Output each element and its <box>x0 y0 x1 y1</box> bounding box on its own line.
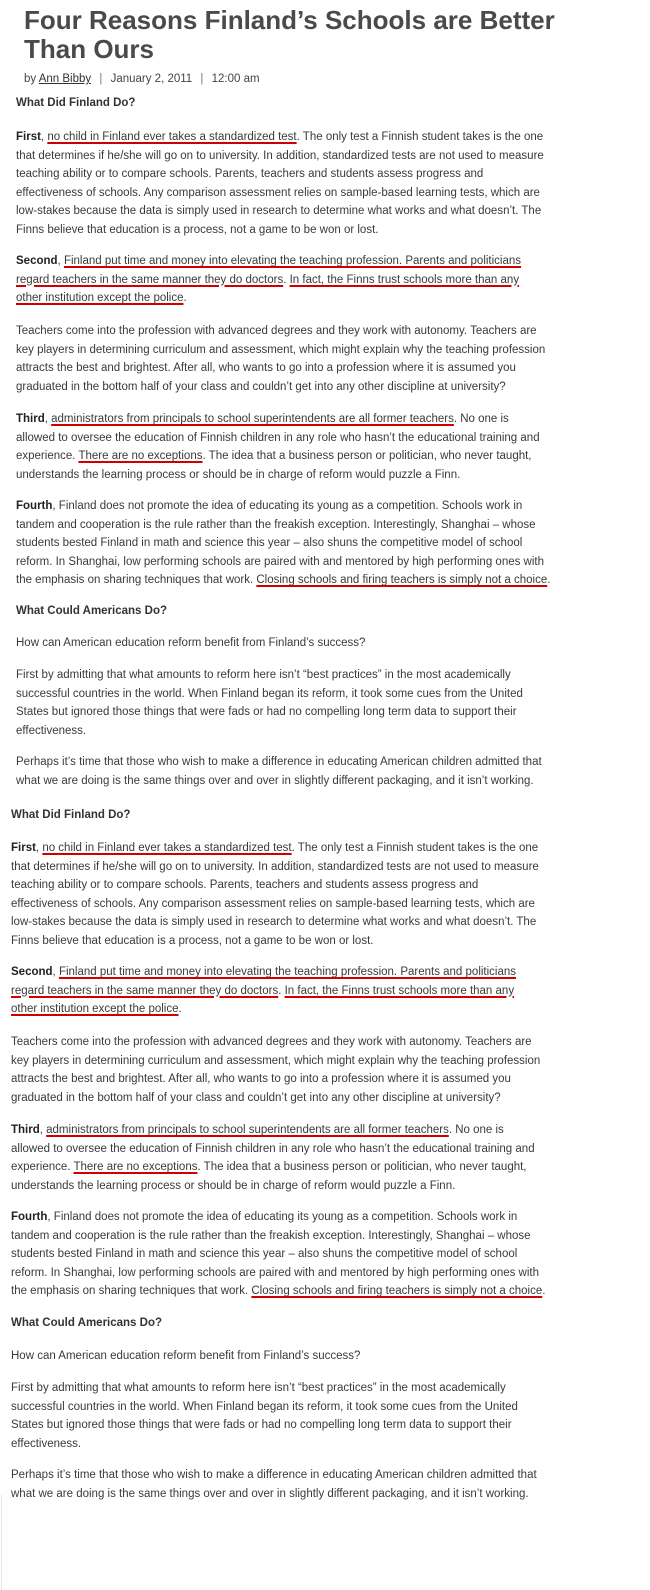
paragraph-perhaps <box>16 753 616 790</box>
text-run: . The idea that a business person or politician, who never taught, <box>197 1161 527 1174</box>
lead-word: First <box>11 842 36 854</box>
text-run: attracts the best and brightest. After all, who wants to go into a profession where it is assumed you <box>16 362 516 375</box>
text-line <box>16 753 616 772</box>
text-line <box>11 963 617 982</box>
text-line <box>16 252 616 271</box>
text-run: , <box>44 413 52 425</box>
text-line <box>16 634 616 653</box>
text-run: what we are doing is the same things over and over in slightly different packaging, and it isn’t working. <box>11 1487 529 1500</box>
text-line <box>11 876 617 895</box>
paragraph-how <box>16 634 616 653</box>
text-run: . <box>283 273 290 286</box>
text-run: . No one is <box>453 413 509 425</box>
text-line <box>11 1000 617 1019</box>
text-line <box>16 466 616 485</box>
text-run: experience. <box>11 1161 74 1174</box>
text-run: teaching ability or to compare schools. Parents, teachers and students assess progress and <box>11 879 479 892</box>
text-run: Finns believe that education is a process, not a game to be won or lost. <box>16 223 379 236</box>
underlined-text: In fact, the Finns trust schools more than any <box>289 273 520 286</box>
underlined-text: administrators from principals to school superintendents are all former teachers <box>51 413 454 425</box>
text-run: allowed to oversee the education of Finnish children in any role who hasn’t the educational training and <box>11 1142 535 1155</box>
text-line <box>11 1140 617 1159</box>
paragraph-perhaps <box>11 1466 617 1503</box>
text-run: , <box>52 966 59 978</box>
text-run: . The idea that a business person or politician, who never taught, <box>202 450 532 463</box>
underlined-text: Closing schools and firing teachers is simply not a choice <box>251 1285 543 1298</box>
paragraph-fourth <box>16 497 616 590</box>
underlined-text: Closing schools and firing teachers is simply not a choice <box>256 574 548 587</box>
text-run: Finns believe that education is a process, not a game to be won or lost. <box>11 934 374 947</box>
text-run: understands the learning process or should be in charge of reform would puzzle a Finn. <box>11 1179 456 1192</box>
paragraph-admit <box>11 1379 617 1453</box>
text-line <box>11 982 617 1001</box>
paragraph-teachers <box>16 322 616 396</box>
text-run: tandem and cooperation is the rule rather than the freakish exception. Interestingly, Shanghai – whose <box>11 1229 531 1242</box>
text-run: graduated in the bottom half of your class and couldn’t get into any other discipline at university? <box>11 1091 501 1104</box>
underlined-text: administrators from principals to school superintendents are all former teachers <box>46 1124 449 1136</box>
section-heading-finland: What Did Finland Do? <box>11 809 131 821</box>
text-line <box>11 1435 617 1454</box>
paragraph-teachers <box>11 1033 617 1107</box>
text-line <box>16 322 616 341</box>
text-run: . <box>183 292 187 305</box>
text-line <box>16 378 616 397</box>
underlined-text: other institution except the police <box>11 1003 179 1016</box>
text-line <box>11 932 617 951</box>
lead-word: Second <box>11 966 53 978</box>
text-line <box>11 1282 617 1301</box>
text-run: reform. In Shanghai, low performing schools are paired with and mentored by high performing ones with <box>16 555 545 568</box>
text-run: , Finland does not promote the idea of educating its young as a competition. Schools work in <box>47 1211 518 1223</box>
text-run: effectiveness. <box>16 724 87 737</box>
text-line <box>11 1208 617 1227</box>
text-run: . <box>278 984 285 997</box>
text-line <box>16 128 616 147</box>
byline-date: January 2, 2011 <box>110 73 193 85</box>
text-line <box>16 202 616 221</box>
underlined-text: regard teachers in the same manner they do doctors <box>16 273 284 286</box>
text-line <box>16 341 616 360</box>
text-line <box>11 1033 617 1052</box>
text-line <box>11 1070 617 1089</box>
text-run: key players in determining curriculum and assessment, which might explain why the teaching profession <box>11 1054 541 1067</box>
text-line <box>11 1416 617 1435</box>
paragraph-second <box>11 963 617 1019</box>
text-line <box>16 497 616 516</box>
text-line <box>11 895 617 914</box>
text-line <box>16 147 616 166</box>
text-run: Teachers come into the profession with advanced degrees and they work with autonomy. Teachers are <box>11 1036 532 1048</box>
author-link[interactable]: Ann Bibby <box>38 73 92 85</box>
text-run: . No one is <box>448 1124 504 1136</box>
text-run: . <box>178 1003 182 1016</box>
text-run: the emphasis on sharing techniques that work. <box>11 1285 252 1298</box>
text-line <box>16 685 616 704</box>
underlined-text: no child in Finland ever takes a standardized test <box>47 131 297 143</box>
lead-word: Third <box>11 1124 40 1136</box>
article-title: Four Reasons Finland’s Schools are Better Than Ours <box>24 5 555 64</box>
text-run: students bested Finland in math and science this year – also shuns the competitive model of school <box>16 537 523 550</box>
text-line <box>16 703 616 722</box>
text-run: , <box>40 131 48 143</box>
text-line <box>16 553 616 572</box>
lead-word: Fourth <box>11 1211 48 1223</box>
text-run: low-stakes because the data is simply used in research to determine what works and what doesn’t. The <box>11 916 537 929</box>
lead-word: Third <box>16 413 45 425</box>
text-run: successful countries in the world. When Finland began its reform, it took some cues from the United <box>11 1400 518 1413</box>
text-run: that determines if he/she will go on to university. In addition, standardized tests are not used to measure <box>11 860 539 873</box>
text-line <box>11 1379 617 1398</box>
text-line <box>11 1466 617 1485</box>
text-line <box>16 666 616 685</box>
text-run: . <box>547 574 551 587</box>
text-run: the emphasis on sharing techniques that work. <box>16 574 257 587</box>
text-line <box>11 1089 617 1108</box>
paragraph-how <box>11 1347 617 1366</box>
text-line <box>11 1485 617 1504</box>
underlined-text: Finland put time and money into elevating the teaching profession. Parents and politicians <box>58 966 517 978</box>
text-line <box>16 571 616 590</box>
text-run: Teachers come into the profession with advanced degrees and they work with autonomy. Teachers are <box>16 325 537 337</box>
byline-time: 12:00 am <box>211 73 260 85</box>
text-run: First by admitting that what amounts to reform here isn’t “best practices” in the most academically <box>11 1382 506 1394</box>
text-line <box>11 1398 617 1417</box>
paragraph-first <box>16 128 616 240</box>
text-line <box>16 534 616 553</box>
text-run: . The only test a Finnish student takes is the one <box>296 131 544 143</box>
text-line <box>11 1052 617 1071</box>
text-run: Perhaps it’s time that those who wish to make a difference in educating American children admitted that <box>16 756 542 768</box>
text-line <box>16 271 616 290</box>
underlined-text: In fact, the Finns trust schools more than any <box>284 984 515 997</box>
underlined-text: There are no exceptions <box>78 450 203 463</box>
text-run: . The only test a Finnish student takes is the one <box>291 842 539 854</box>
text-run: successful countries in the world. When Finland began its reform, it took some cues from the United <box>16 687 523 700</box>
text-line <box>16 772 616 791</box>
text-run: experience. <box>16 450 79 463</box>
lead-word: Fourth <box>16 500 53 512</box>
text-run: , <box>35 842 43 854</box>
text-run: teaching ability or to compare schools. Parents, teachers and students assess progress and <box>16 168 484 181</box>
text-run: First by admitting that what amounts to reform here isn’t “best practices” in the most academically <box>16 669 511 681</box>
text-run: low-stakes because the data is simply used in research to determine what works and what doesn’t. The <box>16 205 542 218</box>
text-run: Perhaps it’s time that those who wish to make a difference in educating American children admitted that <box>11 1469 537 1481</box>
text-line <box>16 359 616 378</box>
text-line <box>11 1264 617 1283</box>
paragraph-third <box>11 1121 617 1195</box>
underlined-text: There are no exceptions <box>73 1161 198 1174</box>
paragraph-fourth <box>11 1208 617 1301</box>
section-heading-americans: What Could Americans Do? <box>11 1317 162 1329</box>
section-heading-finland: What Did Finland Do? <box>16 97 136 109</box>
text-run: understands the learning process or should be in charge of reform would puzzle a Finn. <box>16 468 461 481</box>
byline-by: by <box>24 73 37 85</box>
text-run: key players in determining curriculum and assessment, which might explain why the teaching profession <box>16 343 546 356</box>
lead-word: First <box>16 131 41 143</box>
text-line <box>11 1177 617 1196</box>
byline-separator: | <box>200 73 204 85</box>
text-line <box>11 1158 617 1177</box>
scan-edge-divider <box>1 1495 2 1590</box>
text-run: States but ignored those things that were fads or had no compelling long term data to support their <box>11 1419 512 1432</box>
paragraph-third <box>16 410 616 484</box>
text-line <box>16 722 616 741</box>
text-line <box>16 429 616 448</box>
text-line <box>16 516 616 535</box>
text-line <box>11 1121 617 1140</box>
text-run: reform. In Shanghai, low performing schools are paired with and mentored by high performing ones with <box>11 1266 540 1279</box>
text-line <box>16 184 616 203</box>
text-line <box>16 165 616 184</box>
text-line <box>16 410 616 429</box>
underlined-text: other institution except the police <box>16 292 184 305</box>
text-run: allowed to oversee the education of Finnish children in any role who hasn’t the educational training and <box>16 431 540 444</box>
paragraph-second <box>16 252 616 308</box>
paragraph-admit <box>16 666 616 740</box>
text-run: . <box>542 1285 546 1298</box>
text-line <box>11 1347 617 1366</box>
text-run: effectiveness of schools. Any comparison assessment relies on sample-based learning tests, which are <box>11 897 535 910</box>
text-run: students bested Finland in math and science this year – also shuns the competitive model of school <box>11 1248 518 1261</box>
text-line <box>16 221 616 240</box>
text-line <box>11 858 617 877</box>
text-line <box>11 1245 617 1264</box>
underlined-text: regard teachers in the same manner they do doctors <box>11 984 279 997</box>
lead-word: Second <box>16 255 58 267</box>
byline-separator: | <box>99 73 103 85</box>
text-run: , <box>57 255 64 267</box>
text-run: , <box>39 1124 47 1136</box>
text-run: that determines if he/she will go on to university. In addition, standardized tests are not used to measure <box>16 149 544 162</box>
text-run: effectiveness. <box>11 1437 82 1450</box>
text-run: , Finland does not promote the idea of educating its young as a competition. Schools work in <box>52 500 523 512</box>
text-run: graduated in the bottom half of your class and couldn’t get into any other discipline at university? <box>16 380 506 393</box>
section-heading-americans: What Could Americans Do? <box>16 605 167 617</box>
text-line <box>11 1227 617 1246</box>
text-run: States but ignored those things that were fads or had no compelling long term data to support their <box>16 706 517 719</box>
paragraph-first <box>11 839 617 951</box>
underlined-text: Finland put time and money into elevating the teaching profession. Parents and politicians <box>63 255 522 267</box>
text-line <box>11 913 617 932</box>
text-run: tandem and cooperation is the rule rather than the freakish exception. Interestingly, Shanghai – whose <box>16 518 536 531</box>
byline <box>24 73 260 85</box>
text-run: attracts the best and brightest. After all, who wants to go into a profession where it is assumed you <box>11 1073 511 1086</box>
text-run: How can American education reform benefit from Finland’s success? <box>16 637 366 649</box>
text-run: what we are doing is the same things over and over in slightly different packaging, and it isn’t working. <box>16 774 534 787</box>
text-line <box>16 289 616 308</box>
text-line <box>11 839 617 858</box>
text-line <box>16 447 616 466</box>
text-run: effectiveness of schools. Any comparison assessment relies on sample-based learning tests, which are <box>16 186 540 199</box>
underlined-text: no child in Finland ever takes a standardized test <box>42 842 292 854</box>
text-run: How can American education reform benefit from Finland’s success? <box>11 1350 361 1362</box>
